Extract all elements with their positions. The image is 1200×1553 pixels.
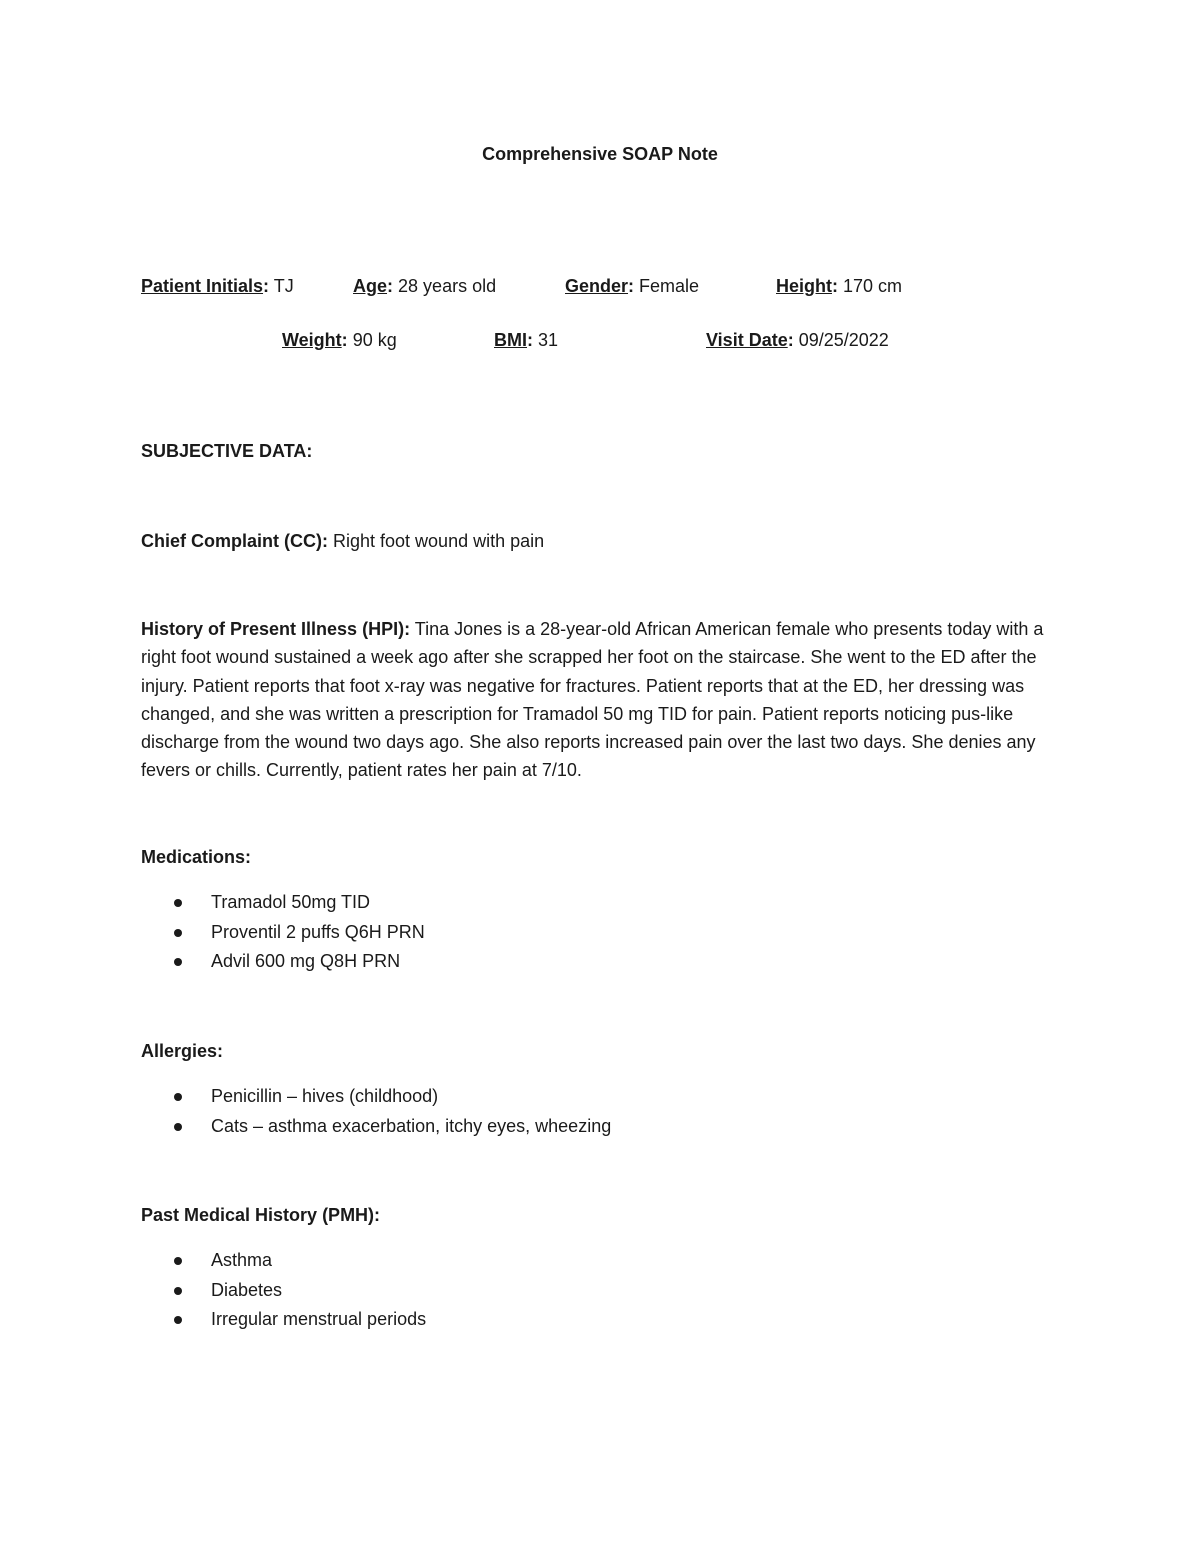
list-item-text: Cats – asthma exacerbation, itchy eyes, wheezing — [211, 1115, 612, 1136]
bullet-icon — [174, 1093, 182, 1101]
list-item — [141, 1246, 426, 1276]
subjective-heading: SUBJECTIVE DATA: — [141, 441, 313, 461]
field-height: Height: 170 cm — [776, 276, 903, 296]
field-label: Gender — [565, 276, 629, 296]
list-item — [141, 947, 425, 977]
list-item-text: Advil 600 mg Q8H PRN — [211, 951, 401, 971]
bullet-icon — [174, 1123, 182, 1131]
document-title: Comprehensive SOAP Note — [482, 144, 718, 164]
medications-list — [141, 888, 425, 977]
pmh-list — [141, 1246, 426, 1335]
bullet-icon — [174, 1316, 182, 1324]
field-label: Weight — [282, 330, 342, 350]
field-value: 28 years old — [398, 276, 497, 296]
list-item-text: Penicillin – hives (childhood) — [211, 1086, 439, 1106]
list-item-text: Tramadol 50mg TID — [211, 892, 371, 912]
bullet-icon — [174, 1257, 182, 1265]
bullet-icon — [174, 1287, 182, 1295]
field-value: 09/25/2022 — [798, 330, 889, 350]
list-item-text: Diabetes — [211, 1279, 283, 1300]
field-value: Female — [639, 276, 700, 296]
hpi-paragraph — [141, 615, 1066, 785]
bullet-icon — [174, 899, 182, 907]
field-label: Age — [353, 276, 388, 296]
field-label: BMI — [494, 330, 527, 350]
field-value: 170 cm — [843, 276, 903, 296]
field-bmi: BMI: 31 — [494, 330, 559, 350]
field-value: TJ — [273, 276, 294, 296]
list-item — [141, 1082, 611, 1112]
hpi-text: Tina Jones is a 28-year-old African American female who presents today with a right foot wound sustained a week ago after she scrapped her foot on the staircase. She went to the ED after the injury. Patient reports that foot x-ray was negative for fractures. Patient reports that at the ED, her dressing was changed, and she was written a prescription for Tramadol 50 mg TID for pain. Patient reports noticing pus-like discharge from the wound two days ago. She also reports increased pain over the last two days. She denies any fevers or chills. Currently, patient rates her pain at 7/10. — [141, 619, 1044, 781]
list-item — [141, 1112, 611, 1142]
field-weight: Weight: 90 kg — [282, 330, 397, 350]
field-label: Patient Initials — [141, 276, 264, 296]
list-item — [141, 1276, 426, 1306]
list-item-text: Irregular menstrual periods — [211, 1309, 427, 1329]
list-item-text: Proventil 2 puffs Q6H PRN — [211, 921, 425, 942]
medications-heading: Medications: — [141, 847, 252, 867]
allergies-heading: Allergies: — [141, 1041, 224, 1061]
chief-complaint — [141, 527, 1066, 555]
hpi-label: History of Present Illness (HPI): — [141, 619, 411, 639]
chief-complaint-value: Right foot wound with pain — [333, 531, 545, 551]
list-item — [141, 888, 425, 918]
field-age: Age: 28 years old — [353, 276, 497, 296]
chief-complaint-label: Chief Complaint (CC): — [141, 531, 328, 551]
list-item — [141, 918, 425, 948]
allergies-list — [141, 1082, 611, 1141]
field-label: Visit Date — [706, 330, 788, 350]
pmh-heading: Past Medical History (PMH): — [141, 1205, 381, 1225]
list-item-text: Asthma — [211, 1250, 273, 1270]
bullet-icon — [174, 958, 182, 966]
field-value: 90 kg — [352, 330, 397, 350]
field-label: Height — [776, 276, 832, 296]
field-value: 31 — [538, 330, 559, 350]
field-gender: Gender: Female — [565, 276, 700, 296]
field-visit-date: Visit Date: 09/25/2022 — [706, 330, 889, 350]
field-patient-initials: Patient Initials: TJ — [141, 276, 294, 296]
bullet-icon — [174, 929, 182, 937]
list-item — [141, 1305, 426, 1335]
